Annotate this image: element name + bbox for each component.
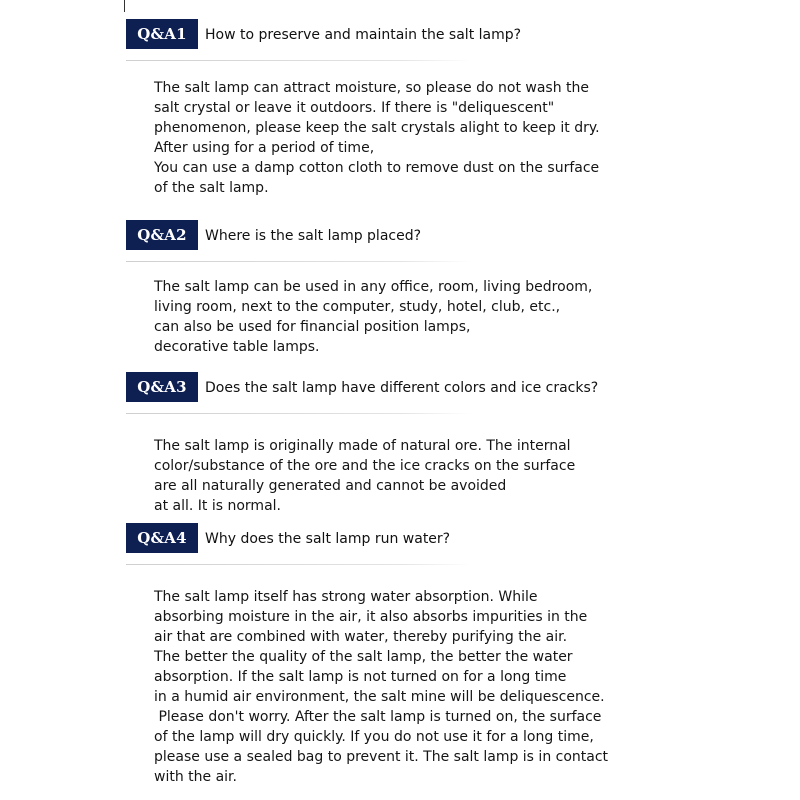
answer-line: The better the quality of the salt lamp, the better the water: [154, 649, 573, 665]
answer-line: are all naturally generated and cannot be avoided: [154, 478, 507, 494]
section-rule: [126, 413, 471, 414]
answer-line: of the salt lamp.: [154, 180, 269, 196]
answer-line: The salt lamp can attract moisture, so please do not wash the: [154, 80, 590, 96]
answer-line: absorption. If the salt lamp is not turned on for a long time: [154, 669, 567, 685]
answer-line: living room, next to the computer, study, hotel, club, etc.,: [154, 299, 561, 315]
answer-line: air that are combined with water, thereby purifying the air.: [154, 629, 568, 645]
top-divider-line: [124, 0, 125, 12]
answer-line: The salt lamp can be used in any office, room, living bedroom,: [154, 279, 593, 295]
answer-line: in a humid air environment, the salt mine will be deliquescence.: [154, 689, 605, 705]
answer-block: [154, 587, 608, 787]
answer-line: color/substance of the ore and the ice cracks on the surface: [154, 458, 576, 474]
answer-line: of the lamp will dry quickly. If you do not use it for a long time,: [154, 729, 594, 745]
answer-line: After using for a period of time,: [154, 140, 375, 156]
section-rule: [126, 261, 471, 262]
answer-line: You can use a damp cotton cloth to remove dust on the surface: [154, 160, 600, 176]
answer-line: The salt lamp itself has strong water absorption. While: [154, 589, 538, 605]
answer-line: at all. It is normal.: [154, 498, 281, 514]
qa-badge: Q&A2: [126, 220, 198, 250]
question-text: Where is the salt lamp placed?: [205, 228, 422, 244]
answer-line: absorbing moisture in the air, it also absorbs impurities in the: [154, 609, 588, 625]
answer-line: decorative table lamps.: [154, 339, 320, 355]
section-rule: [126, 60, 471, 61]
question-text: How to preserve and maintain the salt lamp?: [205, 27, 522, 43]
answer-block: [154, 436, 575, 516]
answer-line: salt crystal or leave it outdoors. If there is "deliquescent": [154, 100, 555, 116]
answer-block: [154, 78, 600, 198]
answer-block: [154, 277, 592, 357]
answer-line: Please don't worry. After the salt lamp is turned on, the surface: [154, 709, 602, 725]
qa-badge: Q&A4: [126, 523, 198, 553]
answer-line: The salt lamp is originally made of natural ore. The internal: [154, 438, 571, 454]
section-rule: [126, 564, 471, 565]
answer-line: with the air.: [154, 769, 237, 785]
answer-line: phenomenon, please keep the salt crystals alight to keep it dry.: [154, 120, 600, 136]
qa-badge: Q&A3: [126, 372, 198, 402]
qa-badge: Q&A1: [126, 19, 198, 49]
answer-line: can also be used for financial position lamps,: [154, 319, 471, 335]
question-text: Why does the salt lamp run water?: [205, 531, 451, 547]
answer-line: please use a sealed bag to prevent it. The salt lamp is in contact: [154, 749, 609, 765]
question-text: Does the salt lamp have different colors and ice cracks?: [205, 380, 599, 396]
